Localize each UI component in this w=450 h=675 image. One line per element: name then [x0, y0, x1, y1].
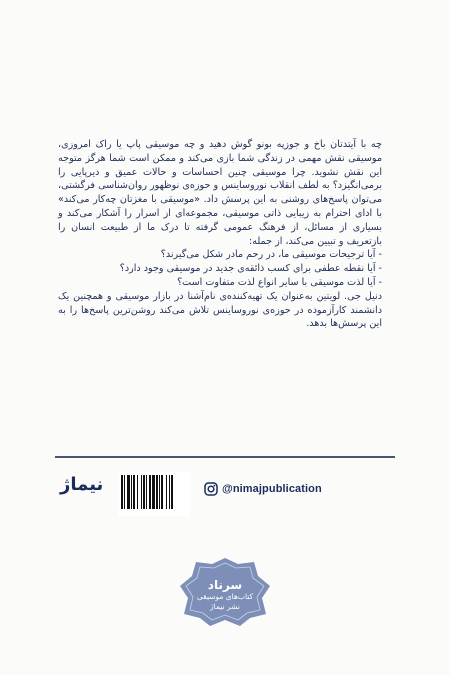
divider [55, 456, 395, 458]
badge-title: سرناد [207, 578, 243, 592]
badge-subtitle-2: نشر نیماژ [210, 602, 240, 611]
instagram-handle: @nimajpublication [222, 483, 322, 495]
instagram-link[interactable] [204, 482, 322, 496]
badge-subtitle-1: کتاب‌های موسیقی [196, 592, 254, 601]
blurb-question-3: - آیا لذت موسیقی با سایر انواع لذت متفاوت است؟ [177, 276, 382, 288]
blurb-author-note: دنیل جی. لویتین به‌عنوان یک تهیه‌کننده‌ی نام‌آشنا در بازار موسیقی و همچنین یک دانشمند کارآزموده در حوزه‌ی نوروساینس تلاش می‌کند روشن‌ترین پاسخ‌ها را به این پرسش‌ها بدهد. [58, 290, 382, 330]
instagram-icon [204, 482, 218, 496]
barcode [118, 472, 190, 516]
blurb-text [58, 138, 382, 331]
series-badge [178, 556, 272, 628]
badge-label [178, 556, 272, 628]
blurb-question-2: - آیا نقطه عطفی برای کسب ذائقه‌ی جدید در موسیقی وجود دارد؟ [119, 263, 382, 275]
publisher-logo: نیماژ [60, 474, 104, 495]
blurb-paragraph-intro: چه با آیتدتان باخ و جوزپه بونو گوش دهید و چه موسیقی پاپ یا راک امروزی، موسیقی نقش مهمی در زندگی شما بازی می‌کند و ممکن است شما هرگز متوجه این نقش نشوید. چرا موسیقی چنین احساسات و حالات عمیق و دیرپایی را برمی‌انگیزد؟ به لطف انقلاب نوروساینس و حوزه‌ی نوظهور روان‌شناسی فرگشتی، می‌توان پاسخ‌های روشنی به این پرسش داد. «موسیقی با مغزتان چه‌کار می‌کند» با ادای احترام به زیبایی ذاتی موسیقی، مجموعه‌ای از اسرار را آشکار می‌کند و بسیاری از مسائل، از فرهنگ عمومی گرفته تا درک ما از طبیعت انسان را بازتعریف و تبیین می‌کند، از جمله: [58, 139, 382, 247]
blurb-question-1: - آیا ترجیحات موسیقی ما، در رحم مادر شکل می‌گیرند؟ [160, 249, 382, 261]
